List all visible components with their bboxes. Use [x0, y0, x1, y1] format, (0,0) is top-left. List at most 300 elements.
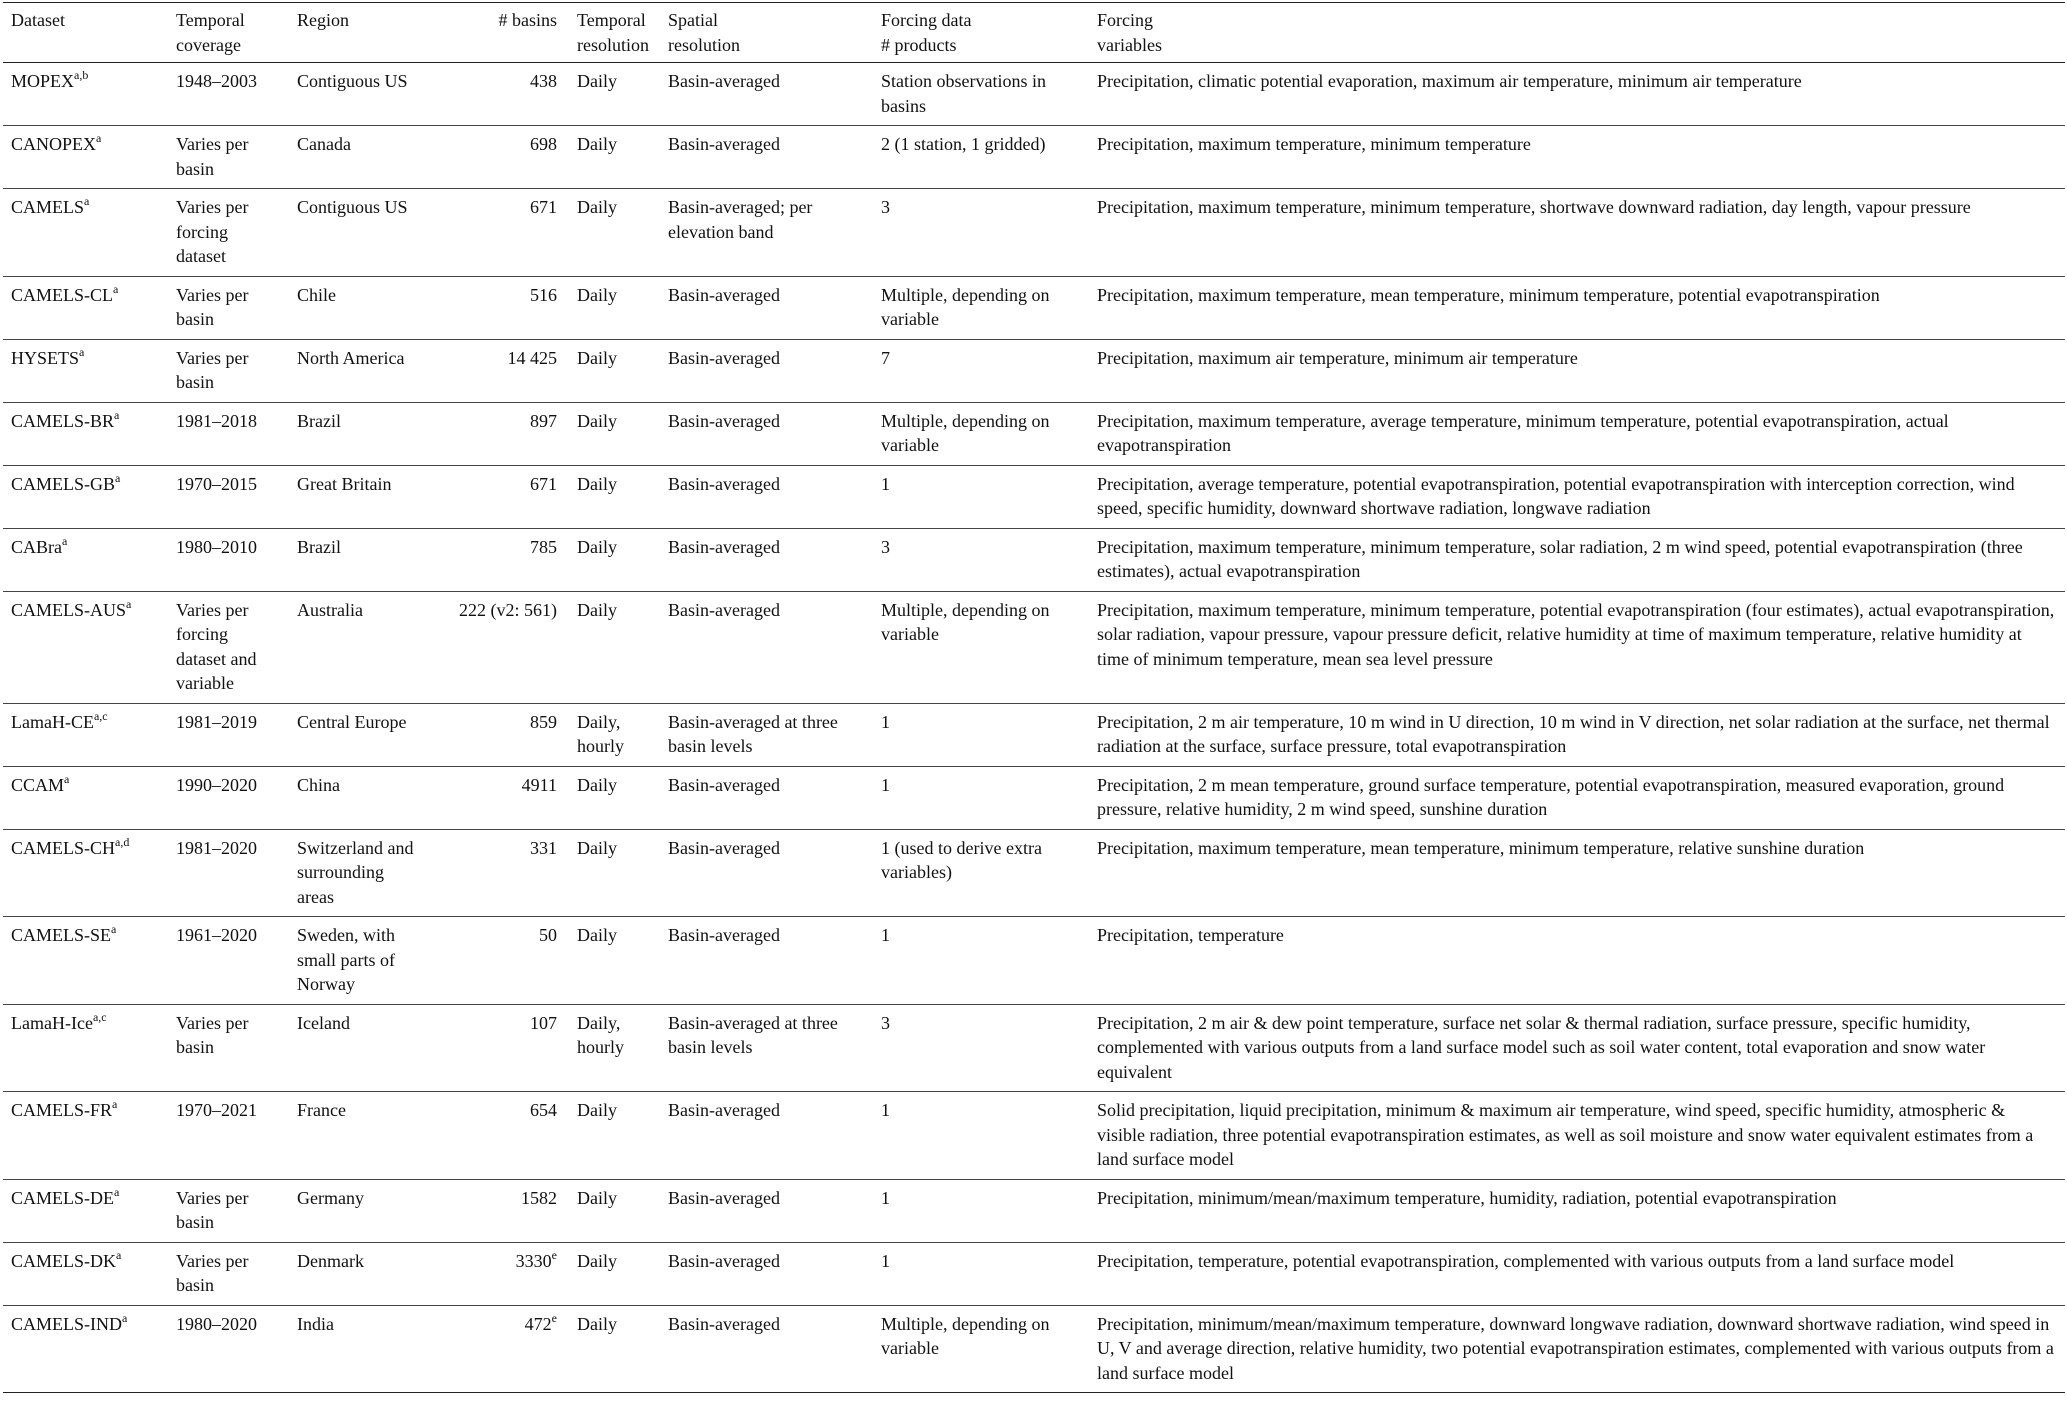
cell-forcing-products [873, 126, 1089, 189]
cell-basins [433, 1242, 569, 1305]
cell-dataset [3, 1179, 168, 1242]
cell-temporal-coverage [168, 63, 289, 126]
cell-dataset-text: CAMELS-IND [11, 1313, 122, 1334]
footnote-marker: a [111, 922, 117, 936]
cell-temporal-resolution [569, 126, 660, 189]
cell-temporal-resolution-text: Daily [577, 473, 617, 494]
cell-basins-text: 671 [530, 473, 557, 494]
cell-forcing-products [873, 1242, 1089, 1305]
table-row [3, 528, 2065, 591]
cell-forcing-variables-text: Precipitation, 2 m mean temperature, ground surface temperature, potential evapotranspiration, measured evaporation, ground pressure, relative humidity, 2 m wind speed, sunshine duration [1097, 774, 2005, 819]
cell-temporal-coverage-text: 1981–2020 [176, 837, 257, 858]
cell-region [289, 1092, 433, 1180]
cell-basins [433, 1305, 569, 1393]
cell-dataset [3, 402, 168, 465]
cell-temporal-resolution [569, 339, 660, 402]
cell-dataset [3, 528, 168, 591]
cell-forcing-variables-text: Precipitation, maximum temperature, mean temperature, minimum temperature, potential evapotranspiration [1097, 284, 1880, 305]
footnote-marker: a [114, 407, 120, 422]
cell-dataset-text: MOPEX [11, 71, 75, 91]
cell-basins-text: 14 425 [507, 347, 557, 368]
cell-forcing-variables [1089, 591, 2065, 703]
cell-temporal-coverage-text: 1981–2019 [176, 711, 257, 732]
cell-temporal-coverage [168, 703, 289, 766]
cell-forcing-variables-text: Precipitation, maximum temperature, mean temperature, minimum temperature, relative sunshine duration [1097, 837, 1865, 858]
table-row [3, 766, 2065, 829]
cell-forcing-variables-text: Precipitation, average temperature, potential evapotranspiration, potential evapotranspiration with interception correction, wind speed, specific humidity, downward shortwave radiation, longwave radiation [1097, 473, 2015, 518]
cell-temporal-coverage [168, 528, 289, 591]
cell-forcing-products [873, 189, 1089, 277]
cell-spatial-resolution [660, 1004, 873, 1092]
cell-region-text: Brazil [297, 410, 341, 431]
cell-forcing-products [873, 766, 1089, 829]
cell-forcing-products-text: 1 (used to derive extra variables) [881, 837, 1042, 882]
cell-temporal-resolution [569, 276, 660, 339]
cell-region-text: Contiguous US [297, 197, 408, 217]
cell-dataset-text: CAMELS-SE [11, 925, 112, 945]
cell-region [289, 703, 433, 766]
cell-basins-text: 1582 [521, 1187, 557, 1208]
cell-forcing-variables-text: Precipitation, climatic potential evaporation, maximum air temperature, minimum air temperature [1097, 71, 1802, 91]
cell-dataset [3, 276, 168, 339]
cell-forcing-variables [1089, 766, 2065, 829]
cell-temporal-coverage [168, 189, 289, 277]
cell-temporal-resolution [569, 1179, 660, 1242]
table-header [3, 3, 2065, 63]
cell-region [289, 1242, 433, 1305]
header-region: Region [297, 10, 349, 30]
cell-forcing-variables-text: Precipitation, maximum temperature, minimum temperature, solar radiation, 2 m wind speed, potential evapotranspiration (three estimates), actual evapotranspiration [1097, 536, 2023, 581]
header-temporal-resolution: Temporal resolution [577, 10, 649, 55]
cell-spatial-resolution [660, 465, 873, 528]
cell-forcing-products-text: Station observations in basins [881, 71, 1046, 116]
table-body [3, 63, 2065, 1393]
cell-region-text: Great Britain [297, 473, 392, 494]
cell-forcing-variables-text: Precipitation, 2 m air temperature, 10 m wind in U direction, 10 m wind in V direction, net solar radiation at the surface, net thermal radiation at the surface, surface pressure, total evapotranspiration [1097, 711, 2050, 756]
cell-forcing-variables [1089, 829, 2065, 917]
cell-region [289, 528, 433, 591]
cell-basins-text: 50 [539, 925, 557, 945]
cell-forcing-variables [1089, 1092, 2065, 1180]
datasets-table [3, 2, 2065, 1393]
header-row [3, 3, 2065, 63]
cell-spatial-resolution [660, 339, 873, 402]
cell-region [289, 591, 433, 703]
cell-temporal-resolution-text: Daily [577, 410, 617, 431]
cell-spatial-resolution [660, 917, 873, 1005]
cell-basins [433, 528, 569, 591]
cell-basins-text: 438 [530, 71, 557, 91]
cell-forcing-products-text: 1 [881, 1250, 890, 1271]
cell-temporal-resolution [569, 1305, 660, 1393]
cell-dataset [3, 829, 168, 917]
cell-temporal-coverage [168, 276, 289, 339]
table-row [3, 1179, 2065, 1242]
cell-temporal-coverage-text: 1990–2020 [176, 774, 257, 795]
cell-forcing-products [873, 1092, 1089, 1180]
footnote-marker: a,c [93, 708, 108, 723]
cell-temporal-coverage-text: Varies per basin [176, 134, 249, 179]
cell-region-text: Chile [297, 284, 336, 305]
cell-forcing-variables [1089, 703, 2065, 766]
footnote-marker: e [551, 1310, 557, 1325]
cell-region [289, 63, 433, 126]
cell-temporal-coverage [168, 766, 289, 829]
cell-region-text: Denmark [297, 1250, 364, 1271]
cell-forcing-variables [1089, 402, 2065, 465]
cell-spatial-resolution-text: Basin-averaged [668, 536, 780, 557]
cell-region [289, 1305, 433, 1393]
cell-basins-text: 897 [530, 410, 557, 431]
cell-temporal-coverage-text: Varies per forcing dataset [176, 197, 249, 266]
cell-temporal-resolution [569, 63, 660, 126]
footnote-marker: a [113, 281, 119, 296]
cell-region-text: Germany [297, 1187, 364, 1208]
cell-spatial-resolution [660, 63, 873, 126]
cell-spatial-resolution [660, 1242, 873, 1305]
cell-temporal-coverage [168, 1179, 289, 1242]
cell-forcing-products [873, 917, 1089, 1005]
cell-basins-text: 785 [530, 536, 557, 557]
cell-dataset-text: CAMELS-AUS [11, 599, 127, 620]
table-row [3, 703, 2065, 766]
footnote-marker: a,c [92, 1009, 107, 1024]
cell-basins [433, 126, 569, 189]
table-row [3, 402, 2065, 465]
cell-forcing-variables [1089, 528, 2065, 591]
cell-spatial-resolution-text: Basin-averaged [668, 1313, 780, 1334]
cell-forcing-products-text: 2 (1 station, 1 gridded) [881, 134, 1046, 154]
cell-region-text: Brazil [297, 536, 341, 557]
cell-temporal-coverage-text: Varies per basin [176, 1012, 249, 1057]
cell-region [289, 1179, 433, 1242]
cell-dataset-text: LamaH-Ice [11, 1012, 93, 1033]
cell-temporal-resolution-text: Daily [577, 925, 617, 945]
cell-forcing-products [873, 63, 1089, 126]
cell-spatial-resolution [660, 528, 873, 591]
cell-dataset [3, 465, 168, 528]
cell-forcing-variables-text: Precipitation, maximum temperature, average temperature, minimum temperature, potential evapotranspiration, actual evapotranspiration [1097, 410, 1949, 455]
cell-spatial-resolution-text: Basin-averaged [668, 284, 780, 305]
cell-region-text: Iceland [297, 1012, 350, 1033]
table-row [3, 1242, 2065, 1305]
cell-temporal-coverage-text: 1980–2010 [176, 536, 257, 557]
cell-temporal-resolution-text: Daily [577, 1250, 617, 1271]
cell-temporal-resolution-text: Daily [577, 1100, 617, 1120]
cell-temporal-coverage-text: 1948–2003 [176, 71, 257, 91]
cell-temporal-coverage [168, 465, 289, 528]
cell-basins [433, 276, 569, 339]
cell-spatial-resolution-text: Basin-averaged [668, 347, 780, 368]
cell-basins-text: 4911 [521, 774, 557, 795]
cell-forcing-products [873, 703, 1089, 766]
cell-dataset-text: CAMELS-CL [11, 284, 114, 305]
cell-temporal-resolution-text: Daily [577, 774, 617, 795]
cell-temporal-coverage-text: 1981–2018 [176, 410, 257, 431]
cell-region-text: Contiguous US [297, 71, 408, 91]
cell-dataset-text: CAMELS [11, 197, 85, 217]
cell-temporal-resolution [569, 402, 660, 465]
header-forcing-variables: Forcing variables [1097, 10, 1162, 55]
cell-basins-text: 331 [530, 837, 557, 858]
cell-dataset [3, 917, 168, 1005]
cell-dataset-text: CAMELS-BR [11, 410, 115, 431]
footnote-marker: a,b [74, 68, 89, 82]
cell-spatial-resolution [660, 829, 873, 917]
cell-forcing-variables [1089, 1242, 2065, 1305]
cell-forcing-products-text: Multiple, depending on variable [881, 410, 1050, 455]
cell-basins [433, 703, 569, 766]
header-forcing-products: Forcing data # products [881, 10, 972, 55]
cell-temporal-coverage [168, 917, 289, 1005]
cell-spatial-resolution-text: Basin-averaged [668, 1250, 780, 1271]
cell-temporal-resolution-text: Daily [577, 284, 617, 305]
cell-basins-text: 671 [530, 197, 557, 217]
table-row [3, 917, 2065, 1005]
cell-spatial-resolution-text: Basin-averaged [668, 1100, 780, 1120]
cell-forcing-variables-text: Precipitation, maximum temperature, minimum temperature, potential evapotranspiration (four estimates), actual evapotranspiration, solar radiation, vapour pressure, vapour pressure deficit, relative humidity at time of maximum temperature, relative humidity at time of minimum temperature, mean sea level pressure [1097, 599, 2055, 669]
cell-forcing-products-text: 3 [881, 536, 890, 557]
cell-region [289, 829, 433, 917]
table-row [3, 1305, 2065, 1393]
cell-temporal-resolution-text: Daily [577, 837, 617, 858]
cell-temporal-resolution-text: Daily [577, 134, 617, 154]
cell-region-text: India [297, 1313, 334, 1334]
cell-forcing-products [873, 591, 1089, 703]
cell-basins [433, 766, 569, 829]
cell-forcing-variables-text: Solid precipitation, liquid precipitation, minimum & maximum air temperature, wind speed, specific humidity, atmospheric & visible radiation, three potential evapotranspiration estimates, as well as soil moisture and snow water equivalent estimates from a land surface model [1097, 1100, 2034, 1169]
table-row [3, 126, 2065, 189]
cell-temporal-resolution [569, 703, 660, 766]
cell-spatial-resolution [660, 189, 873, 277]
cell-dataset-text: CAMELS-DK [11, 1250, 117, 1271]
cell-forcing-products-text: 1 [881, 473, 890, 494]
cell-basins-text: 222 (v2: 561) [459, 599, 557, 620]
cell-forcing-products-text: 3 [881, 197, 890, 217]
cell-basins-text: 859 [530, 711, 557, 732]
cell-forcing-products-text: 1 [881, 1100, 890, 1120]
cell-temporal-coverage [168, 339, 289, 402]
footnote-marker: a [115, 470, 121, 485]
cell-basins [433, 402, 569, 465]
cell-spatial-resolution [660, 591, 873, 703]
cell-dataset-text: CAMELS-FR [11, 1100, 113, 1120]
cell-dataset [3, 766, 168, 829]
cell-dataset [3, 1305, 168, 1393]
table-row [3, 276, 2065, 339]
cell-spatial-resolution-text: Basin-averaged at three basin levels [668, 1012, 838, 1057]
cell-spatial-resolution [660, 1305, 873, 1393]
cell-forcing-variables [1089, 1305, 2065, 1393]
cell-region [289, 402, 433, 465]
cell-spatial-resolution-text: Basin-averaged [668, 473, 780, 494]
cell-temporal-coverage-text: 1970–2021 [176, 1100, 257, 1120]
cell-region [289, 465, 433, 528]
cell-temporal-resolution [569, 1242, 660, 1305]
cell-spatial-resolution-text: Basin-averaged [668, 71, 780, 91]
cell-basins [433, 339, 569, 402]
cell-region [289, 276, 433, 339]
cell-forcing-products [873, 1004, 1089, 1092]
cell-dataset-text: HYSETS [11, 347, 80, 368]
header-dataset: Dataset [11, 10, 65, 30]
cell-spatial-resolution-text: Basin-averaged at three basin levels [668, 711, 838, 756]
cell-dataset [3, 1092, 168, 1180]
cell-basins [433, 591, 569, 703]
cell-region-text: Switzerland and surrounding areas [297, 837, 414, 907]
cell-temporal-coverage-text: 1961–2020 [176, 925, 257, 945]
cell-spatial-resolution [660, 1092, 873, 1180]
cell-forcing-products-text: Multiple, depending on variable [881, 1313, 1050, 1358]
cell-forcing-products [873, 465, 1089, 528]
cell-region [289, 1004, 433, 1092]
cell-temporal-resolution [569, 189, 660, 277]
cell-region-text: France [297, 1100, 346, 1120]
cell-temporal-coverage [168, 402, 289, 465]
cell-dataset-text: CABra [11, 536, 62, 557]
cell-spatial-resolution-text: Basin-averaged [668, 134, 780, 154]
cell-spatial-resolution-text: Basin-averaged [668, 925, 780, 945]
cell-temporal-resolution-text: Daily [577, 1313, 617, 1334]
cell-dataset [3, 339, 168, 402]
cell-forcing-products-text: 1 [881, 925, 890, 945]
cell-temporal-resolution-text: Daily [577, 536, 617, 557]
cell-basins [433, 1092, 569, 1180]
cell-temporal-coverage [168, 1092, 289, 1180]
footnote-marker: a [64, 771, 70, 786]
cell-forcing-variables-text: Precipitation, maximum air temperature, minimum air temperature [1097, 347, 1578, 368]
cell-dataset-text: CAMELS-CH [11, 837, 116, 858]
cell-forcing-variables-text: Precipitation, 2 m air & dew point temperature, surface net solar & thermal radiation, surface pressure, specific humidity, complemented with various outputs from a land surface model such as soil water content, total evaporation and snow water equivalent [1097, 1012, 1986, 1082]
cell-forcing-variables-text: Precipitation, maximum temperature, minimum temperature, shortwave downward radiation, day length, vapour pressure [1097, 197, 1971, 217]
cell-basins [433, 917, 569, 1005]
cell-forcing-variables-text: Precipitation, temperature, potential evapotranspiration, complemented with various outputs from a land surface model [1097, 1250, 1955, 1271]
cell-spatial-resolution [660, 402, 873, 465]
cell-spatial-resolution [660, 703, 873, 766]
cell-region-text: Sweden, with small parts of Norway [297, 925, 395, 994]
cell-temporal-resolution-text: Daily [577, 197, 617, 217]
cell-forcing-products [873, 1179, 1089, 1242]
footnote-marker: a [116, 1247, 122, 1262]
cell-dataset [3, 591, 168, 703]
cell-spatial-resolution-text: Basin-averaged [668, 837, 780, 858]
cell-spatial-resolution [660, 276, 873, 339]
cell-basins [433, 465, 569, 528]
cell-dataset-text: CAMELS-DE [11, 1187, 114, 1208]
cell-temporal-coverage-text: Varies per forcing dataset and variable [176, 599, 257, 693]
cell-temporal-resolution [569, 1004, 660, 1092]
cell-temporal-resolution [569, 465, 660, 528]
cell-forcing-variables-text: Precipitation, temperature [1097, 925, 1284, 945]
cell-temporal-resolution-text: Daily [577, 347, 617, 368]
cell-dataset [3, 126, 168, 189]
table-row [3, 1004, 2065, 1092]
footnote-marker: a [62, 533, 68, 548]
cell-basins [433, 189, 569, 277]
cell-region-text: China [297, 774, 340, 795]
cell-forcing-products [873, 339, 1089, 402]
cell-basins [433, 829, 569, 917]
cell-temporal-coverage-text: 1970–2015 [176, 473, 257, 494]
cell-dataset-text: CCAM [11, 774, 65, 795]
cell-forcing-products [873, 1305, 1089, 1393]
cell-temporal-coverage [168, 1004, 289, 1092]
cell-temporal-resolution [569, 766, 660, 829]
cell-forcing-products-text: Multiple, depending on variable [881, 599, 1050, 644]
cell-dataset [3, 63, 168, 126]
cell-temporal-resolution [569, 917, 660, 1005]
cell-spatial-resolution-text: Basin-averaged [668, 774, 780, 795]
cell-temporal-resolution-text: Daily [577, 1187, 617, 1208]
cell-temporal-resolution [569, 528, 660, 591]
cell-forcing-variables [1089, 1179, 2065, 1242]
cell-region [289, 917, 433, 1005]
cell-forcing-variables-text: Precipitation, maximum temperature, minimum temperature [1097, 134, 1531, 154]
cell-temporal-coverage [168, 829, 289, 917]
cell-temporal-resolution-text: Daily, hourly [577, 1012, 624, 1057]
header-spatial-resolution: Spatial resolution [668, 10, 740, 55]
cell-forcing-products [873, 276, 1089, 339]
cell-region-text: Australia [297, 599, 363, 620]
cell-forcing-products-text: 3 [881, 1012, 890, 1033]
cell-forcing-products [873, 402, 1089, 465]
cell-forcing-variables [1089, 339, 2065, 402]
cell-region-text: Canada [297, 134, 351, 154]
cell-basins [433, 1004, 569, 1092]
cell-temporal-resolution-text: Daily [577, 599, 617, 620]
cell-region-text: North America [297, 347, 405, 368]
cell-spatial-resolution-text: Basin-averaged [668, 410, 780, 431]
cell-region [289, 339, 433, 402]
cell-forcing-products-text: 7 [881, 347, 890, 368]
table-row [3, 189, 2065, 277]
cell-dataset [3, 1004, 168, 1092]
cell-dataset-text: CAMELS-GB [11, 473, 116, 494]
cell-temporal-coverage [168, 126, 289, 189]
table-row [3, 1092, 2065, 1180]
header-temporal-coverage: Temporal coverage [176, 10, 245, 55]
cell-spatial-resolution-text: Basin-averaged [668, 599, 780, 620]
cell-temporal-resolution-text: Daily [577, 71, 617, 91]
table-row [3, 465, 2065, 528]
table-row [3, 591, 2065, 703]
cell-spatial-resolution-text: Basin-averaged [668, 1187, 780, 1208]
cell-temporal-coverage-text: Varies per basin [176, 347, 249, 392]
cell-temporal-resolution [569, 1092, 660, 1180]
cell-temporal-coverage-text: 1980–2020 [176, 1313, 257, 1334]
cell-dataset-text: LamaH-CE [11, 711, 94, 732]
footnote-marker: a,d [115, 834, 130, 849]
cell-temporal-resolution [569, 829, 660, 917]
cell-dataset-text: CANOPEX [11, 134, 97, 154]
cell-region [289, 126, 433, 189]
cell-spatial-resolution [660, 766, 873, 829]
cell-forcing-products-text: 1 [881, 774, 890, 795]
cell-forcing-products [873, 528, 1089, 591]
cell-region [289, 189, 433, 277]
cell-spatial-resolution-text: Basin-averaged; per elevation band [668, 197, 813, 242]
cell-dataset [3, 703, 168, 766]
cell-forcing-products [873, 829, 1089, 917]
footnote-marker: a [126, 596, 132, 611]
table-row [3, 339, 2065, 402]
cell-forcing-products-text: 1 [881, 1187, 890, 1208]
header-basins: # basins [498, 10, 557, 30]
footnote-marker: a [112, 1097, 118, 1111]
cell-forcing-variables [1089, 465, 2065, 528]
cell-spatial-resolution [660, 1179, 873, 1242]
cell-forcing-variables [1089, 1004, 2065, 1092]
